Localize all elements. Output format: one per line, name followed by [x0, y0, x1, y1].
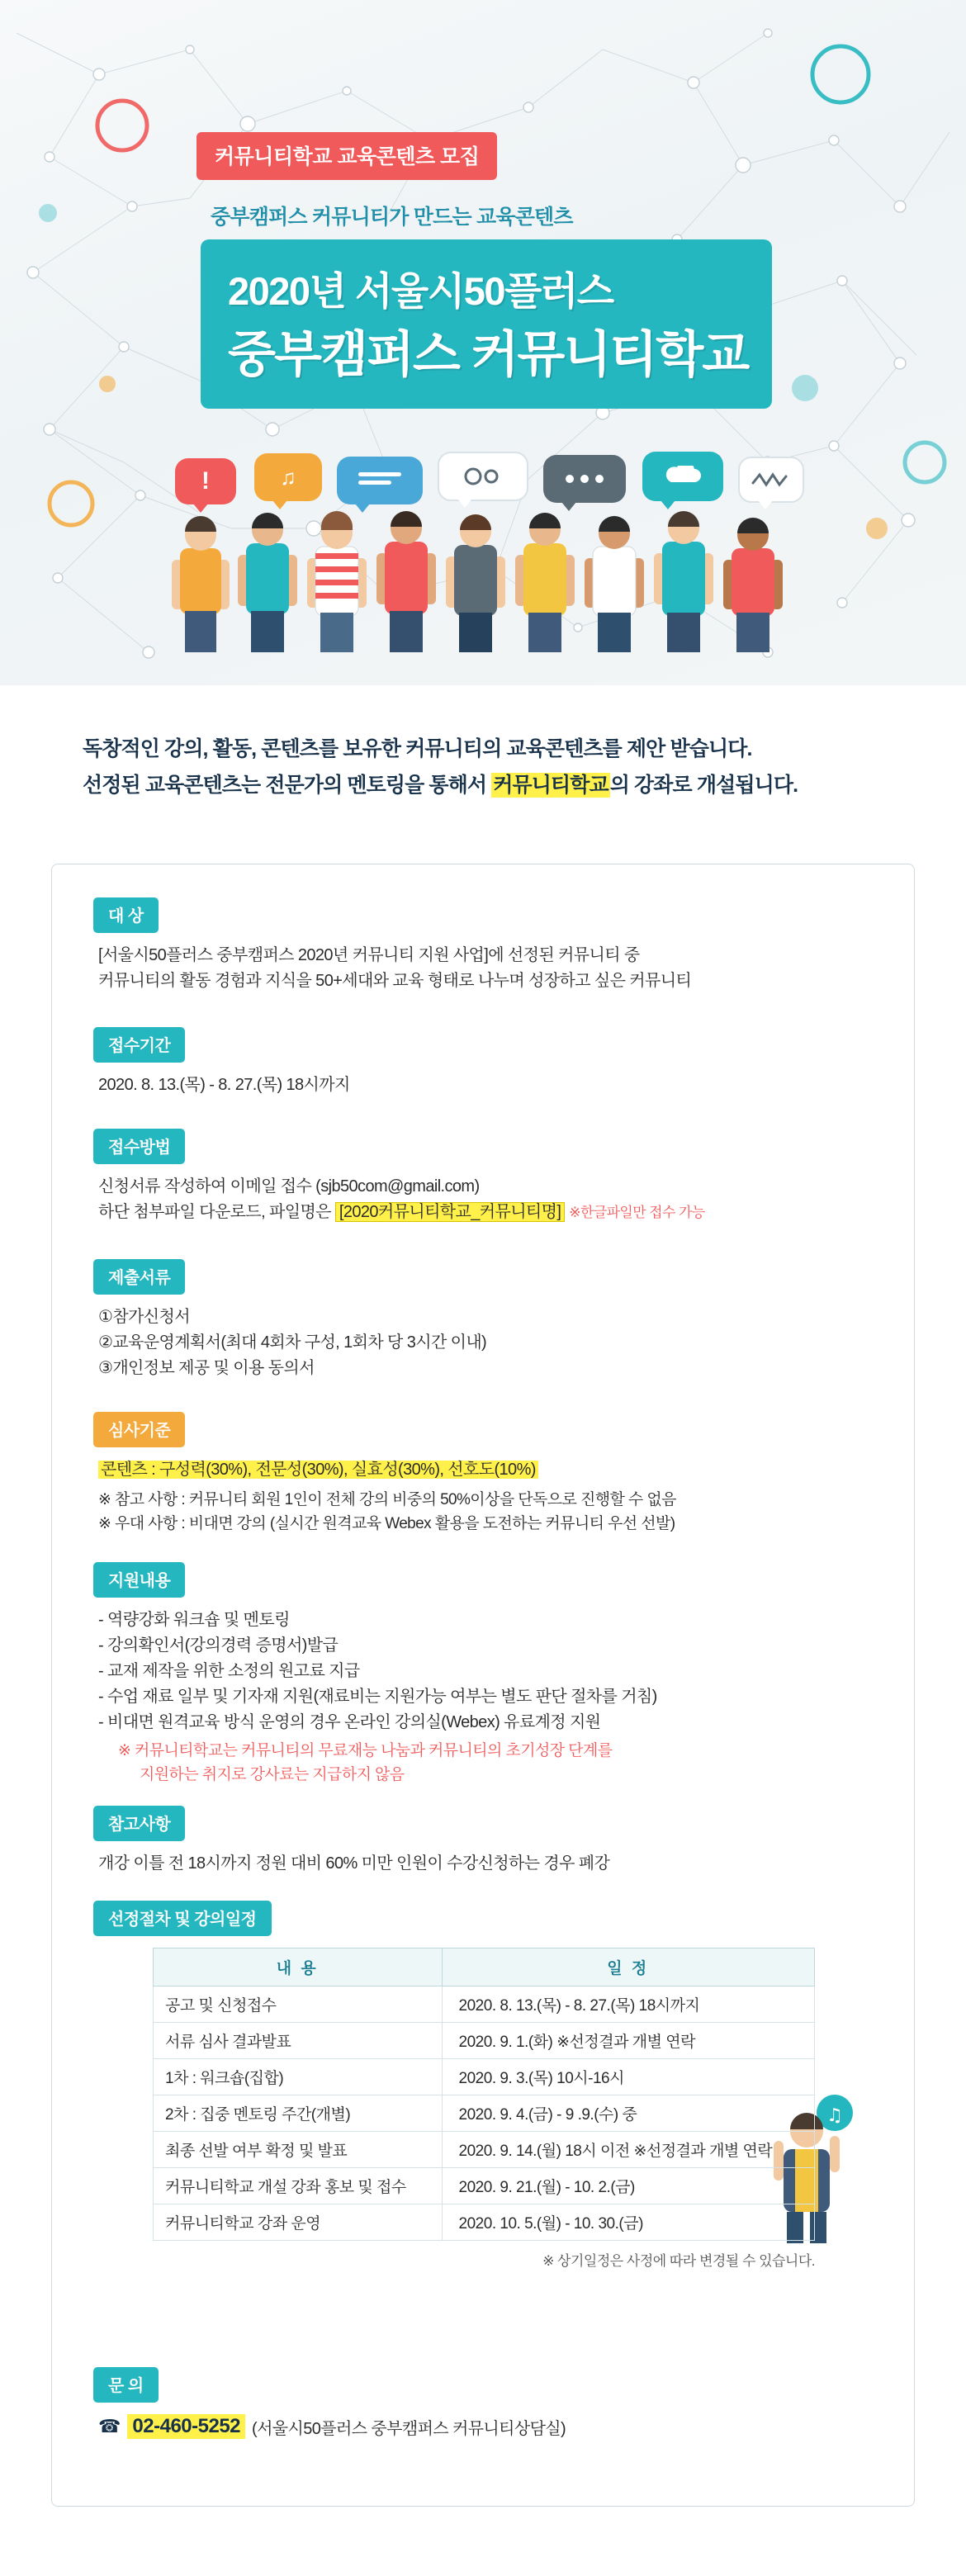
- table-col-date: 일 정: [442, 1949, 814, 1986]
- section-criteria-highlight: 콘텐츠 : 구성력(30%), 전문성(30%), 실효성(30%), 선호도(10%): [98, 1461, 538, 1479]
- section-reference-tag: 참고사항: [93, 1806, 185, 1841]
- schedule-footnote: ※ 상기일정은 사정에 따라 변경될 수 있습니다.: [542, 2253, 815, 2269]
- section-criteria-tag: 심사기준: [93, 1412, 185, 1447]
- inquiry-phone-number[interactable]: 02-460-5252: [127, 2414, 245, 2439]
- table-row: [154, 2168, 815, 2204]
- exclamation-icon: !: [175, 458, 236, 504]
- table-cell-date: 2020. 8. 13.(목) - 8. 27.(목) 18시까지: [442, 1986, 814, 2023]
- table-cell-date: 2020. 10. 5.(월) - 10. 30.(금): [442, 2204, 814, 2241]
- inquiry-phone-note: (서울시50플러스 중부캠퍼스 커뮤니티상담실): [252, 2419, 566, 2438]
- hero-title-line1: 2020년 서울시50플러스: [228, 269, 613, 313]
- section-method-note: ※한글파일만 접수 가능: [569, 1205, 705, 1220]
- section-support-note-0: ※ 커뮤니티학교는 커뮤니티의 무료재능 나눔과 커뮤니티의 초기성장 단계를: [118, 1742, 613, 1759]
- intro-line-2-pre: 선정된 교육콘텐츠는 전문가의 멘토링을 통해서: [83, 774, 492, 797]
- table-cell-content: 서류 심사 결과발표: [154, 2023, 443, 2059]
- chat-lines-glyph: [357, 470, 403, 491]
- section-reference-line-0: 개강 이틀 전 18시까지 정원 대비 60% 미만 인원이 수강신청하는 경우 폐강: [98, 1854, 610, 1873]
- intro-line-1: 독창적인 강의, 활동, 콘텐츠를 보유한 커뮤니티의 교육콘텐츠를 제안 받습니다.: [83, 737, 752, 760]
- section-schedule-tag: 선정절차 및 강의일정: [93, 1901, 272, 1936]
- cloud-icon: [642, 452, 723, 501]
- section-support-line-1: - 강의확인서(강의경력 증명서)발급: [98, 1636, 339, 1655]
- table-cell-content: 커뮤니티학교 개설 강좌 홍보 및 접수: [154, 2168, 443, 2204]
- section-reference: [52, 1806, 914, 1877]
- table-row: [154, 2059, 815, 2095]
- telephone-icon: ☎: [98, 2416, 121, 2436]
- table-cell-date: 2020. 9. 4.(금) - 9 .9.(수) 중: [442, 2095, 814, 2132]
- section-target: [52, 897, 914, 994]
- section-criteria-line-0: ※ 참고 사항 : 커뮤니티 회원 1인이 전체 강의 비중의 50%이상을 단독으로 진행할 수 없음: [98, 1491, 676, 1508]
- intro-line-2-post: 의 강좌로 개설됩니다.: [609, 774, 798, 797]
- dots-glyph: [561, 474, 608, 484]
- hero-badge: 커뮤니티학교 교육콘텐츠 모집: [197, 132, 497, 180]
- table-row: [154, 2095, 815, 2132]
- table-cell-date: 2020. 9. 3.(목) 10시-16시: [442, 2059, 814, 2095]
- section-period-line-0: 2020. 8. 13.(목) - 8. 27.(목) 18시까지: [98, 1076, 350, 1094]
- gear-glyph: [458, 464, 508, 489]
- section-support-line-2: - 교재 제작을 위한 소정의 원고료 지급: [98, 1662, 360, 1680]
- intro-line-2: [83, 769, 798, 798]
- svg-text:♫: ♫: [826, 2105, 843, 2126]
- section-criteria: [52, 1412, 914, 1537]
- section-documents-line-0: ①참가신청서: [98, 1308, 190, 1326]
- people-illustration: [157, 495, 817, 652]
- section-support: [52, 1562, 914, 1788]
- table-row: [154, 2023, 815, 2059]
- section-criteria-line-1: ※ 우대 사항 : 비대면 강의 (실시간 원격교육 Webex 활용을 도전하는 커뮤니티 우선 선발): [98, 1515, 675, 1533]
- section-method-filename-highlight: [2020커뮤니티학교_커뮤니티명]: [335, 1202, 565, 1222]
- section-support-line-0: - 역량강화 워크숍 및 멘토링: [98, 1611, 290, 1629]
- section-inquiry: [52, 2367, 914, 2439]
- section-target-line-0: [서울시50플러스 중부캠퍼스 2020년 커뮤니티 지원 사업]에 선정된 커뮤니티 중: [98, 946, 640, 964]
- intro-line-2-highlight: 커뮤니티학교: [493, 774, 608, 797]
- section-inquiry-tag: 문 의: [93, 2367, 159, 2403]
- hero-section: [0, 0, 966, 685]
- table-cell-content: 1차 : 워크숍(집합): [154, 2059, 443, 2095]
- section-documents-tag: 제출서류: [93, 1259, 185, 1295]
- hero-subtitle: 중부캠퍼스 커뮤니티가 만드는 교육콘텐츠: [211, 206, 573, 229]
- music-note-icon: ♫: [254, 453, 322, 501]
- table-cell-content: 2차 : 집중 멘토링 주간(개별): [154, 2095, 443, 2132]
- section-method-line-1: 신청서류 작성하여 이메일 접수 (sjb50com@gmail.com): [98, 1177, 480, 1196]
- schedule-table: [153, 1948, 815, 2241]
- hero-title-panel: [201, 239, 772, 409]
- table-col-content: 내 용: [154, 1949, 443, 1986]
- table-cell-date: 2020. 9. 21.(월) - 10. 2.(금): [442, 2168, 814, 2204]
- table-header-row: [154, 1949, 815, 1986]
- section-method-line-2: [98, 1200, 914, 1225]
- section-method-tag: 접수방법: [93, 1129, 185, 1164]
- section-target-line-1: 커뮤니티의 활동 경험과 지식을 50+세대와 교육 형태로 나누며 성장하고 싶은 커뮤니티: [98, 972, 692, 990]
- gear-icon: [438, 452, 528, 501]
- table-cell-content: 최종 선발 여부 확정 및 발표: [154, 2132, 443, 2168]
- table-cell-date: 2020. 9. 1.(화) ※선정결과 개별 연락: [442, 2023, 814, 2059]
- section-period: [52, 1027, 914, 1098]
- section-documents: [52, 1259, 914, 1381]
- table-row: [154, 1986, 815, 2023]
- section-method-line-2-pre: 하단 첨부파일 다운로드, 파일명은: [98, 1203, 335, 1221]
- section-schedule: [52, 1901, 914, 2270]
- intro-section: [0, 685, 966, 863]
- section-target-tag: 대 상: [93, 897, 159, 933]
- section-criteria-highlight-row: [98, 1457, 914, 1483]
- footer-spacer: [0, 2507, 966, 2576]
- table-row: [154, 2132, 815, 2168]
- table-cell-date: 2020. 9. 14.(월) 18시 이전 ※선정결과 개별 연락: [442, 2132, 814, 2168]
- wave-glyph: [751, 471, 791, 488]
- section-period-tag: 접수기간: [93, 1027, 185, 1063]
- section-method: [52, 1129, 914, 1225]
- table-cell-content: 커뮤니티학교 강좌 운영: [154, 2204, 443, 2241]
- section-support-line-4: - 비대면 원격교육 방식 운영의 경우 온라인 강의실(Webex) 유료계정 지원: [98, 1713, 601, 1731]
- table-cell-content: 공고 및 신청접수: [154, 1986, 443, 2023]
- section-documents-line-2: ③개인정보 제공 및 이용 동의서: [98, 1359, 315, 1377]
- section-documents-line-1: ②교육운영계획서(최대 4회차 구성, 1회차 당 3시간 이내): [98, 1333, 487, 1352]
- section-support-line-3: - 수업 재료 일부 및 기자재 지원(재료비는 지원가능 여부는 별도 판단 절차를 거침): [98, 1688, 657, 1706]
- table-row: [154, 2204, 815, 2241]
- hero-title-line2: 중부캠퍼스 커뮤니티학교: [228, 327, 749, 382]
- section-support-note-1: 지원하는 취지로 강사료는 지급하지 않음: [140, 1766, 405, 1784]
- section-support-tag: 지원내용: [93, 1562, 185, 1598]
- cloud-glyph: [661, 466, 704, 487]
- content-card: [51, 864, 915, 2507]
